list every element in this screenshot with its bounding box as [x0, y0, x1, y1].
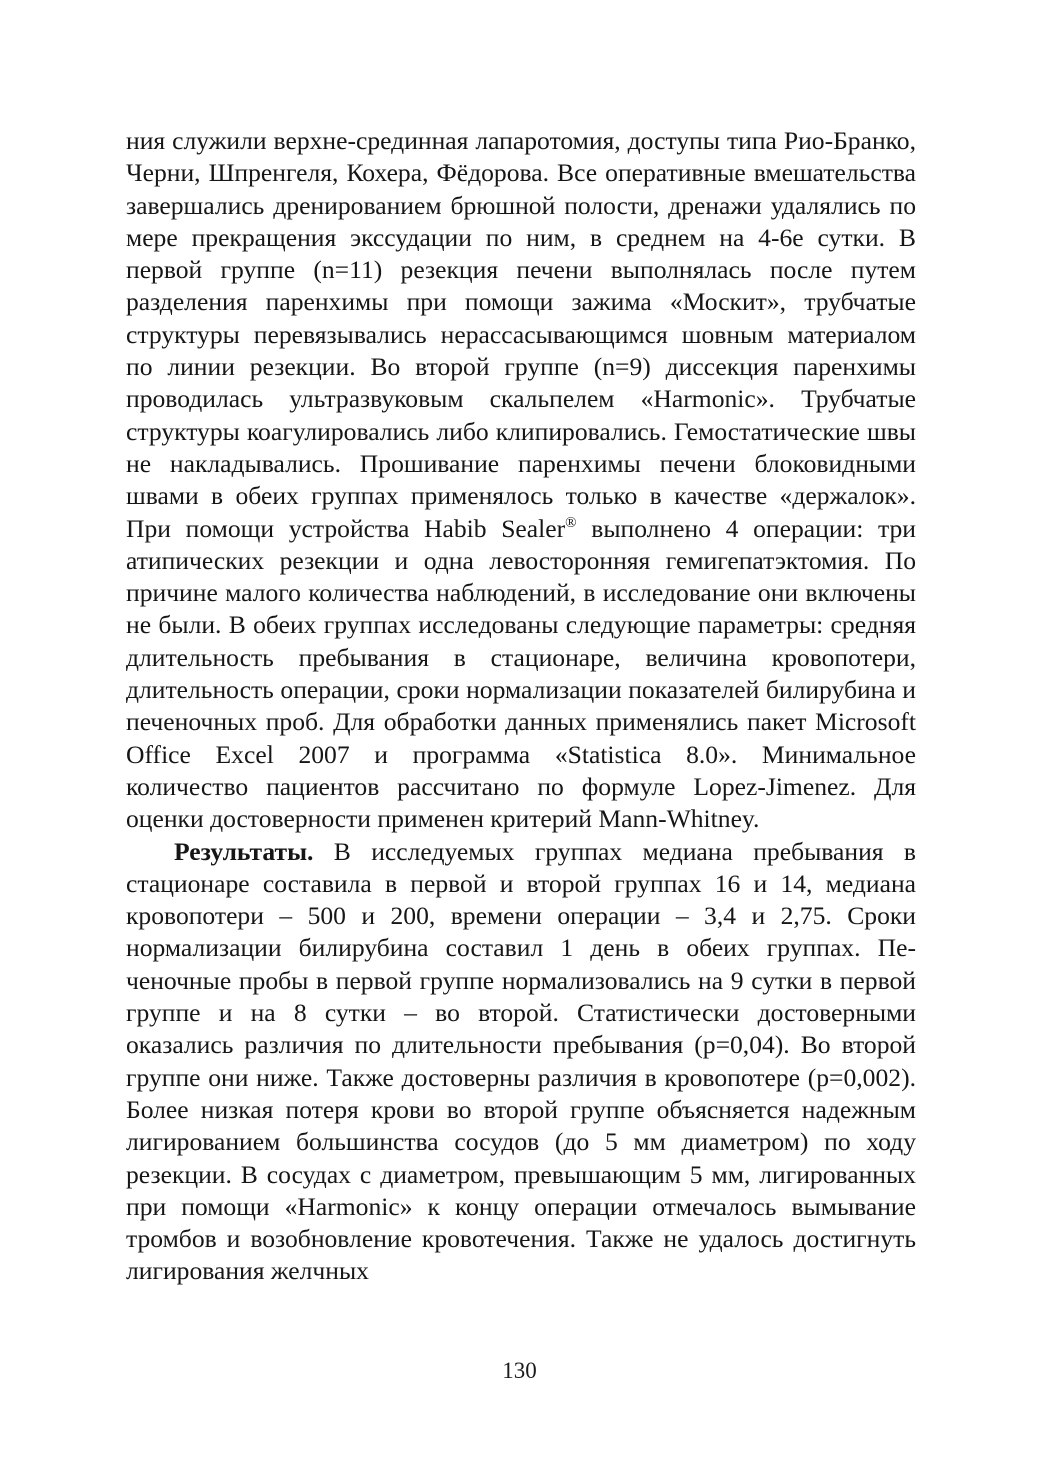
paragraph-methods — [126, 125, 916, 836]
body-text — [126, 125, 916, 1288]
methods-text-part2: выполнено 4 операции: три атипических резекции и одна левосторонняя гемигепатэктомия. По причине малого количества наблюдений, в исследование они включены не были. В обеих группах исследованы следующие параметры: средняя длительность пребывания в стационаре, величина кровопотери, длительность операции, сроки нормализации показателей билирубина и печеночных проб. Для обработки данных применялись пакет Microsoft Office Excel 2007 и программа «Statistica 8.0». Минимальное количество пациентов рассчитано по формуле Lopez-Jimenez. Для оценки достоверности применен критерий Mann-Whitney. — [126, 513, 916, 834]
registered-mark: ® — [565, 514, 577, 531]
paragraph-results — [126, 836, 916, 1288]
page-number: 130 — [502, 1358, 537, 1383]
methods-text-part1: ния служили верхне-срединная лапаротомия, доступы типа Рио-Бранко, Черни, Шпренгеля, Кохера, Фёдорова. Все оперативные вмешательства завершались дренированием брюшной полости, дренажи удалялись по мере прекращения экссудации по ним, в среднем на 4-6е сутки. В первой группе (n=11) резекция печени выполнялась после путем разделения паренхимы при помощи зажима «Москит», трубчатые структуры перевязывались нерассасывающимся шовным материалом по линии резекции. Во второй группе (n=9) диссекция паренхимы проводилась ультразвуковым скальпелем «Harmonic». Трубчатые структуры коагулировались либо клипировались. Гемостатические швы не накладывались. Прошивание паренхимы печени блоковидными швами в обеих группах применялось только в качестве «держалок». При помощи устройства Habib Sealer — [126, 126, 916, 543]
results-heading: Результаты. — [174, 836, 314, 866]
results-text: В исследуемых группах медиана пребывания в стационаре составила в первой и второй группах 16 и 14, медиана кровопотери – 500 и 200, времени операции – 3,4 и 2,75. Сроки нормализации билирубина составил 1 день в обеих группах. Печеночные пробы в первой группе нормализовались на 9 сутки в первой группе и на 8 сутки – во второй. Статистически достоверными оказались различия по длительности пребывания (p=0,04). Во второй группе они ниже. Также достоверны различия в кровопотере (p=0,002). Более низкая потеря крови во второй группе объясняется надежным лигированием большинства сосудов (до 5 мм диаметром) по ходу резекции. В сосудах с диаметром, превышающим 5 мм, лигированных при помощи «Harmonic» к концу операции отмечалось вымывание тромбов и возобновление кровотечения. Также не удалось достигнуть лигирования желчных — [126, 836, 916, 1286]
